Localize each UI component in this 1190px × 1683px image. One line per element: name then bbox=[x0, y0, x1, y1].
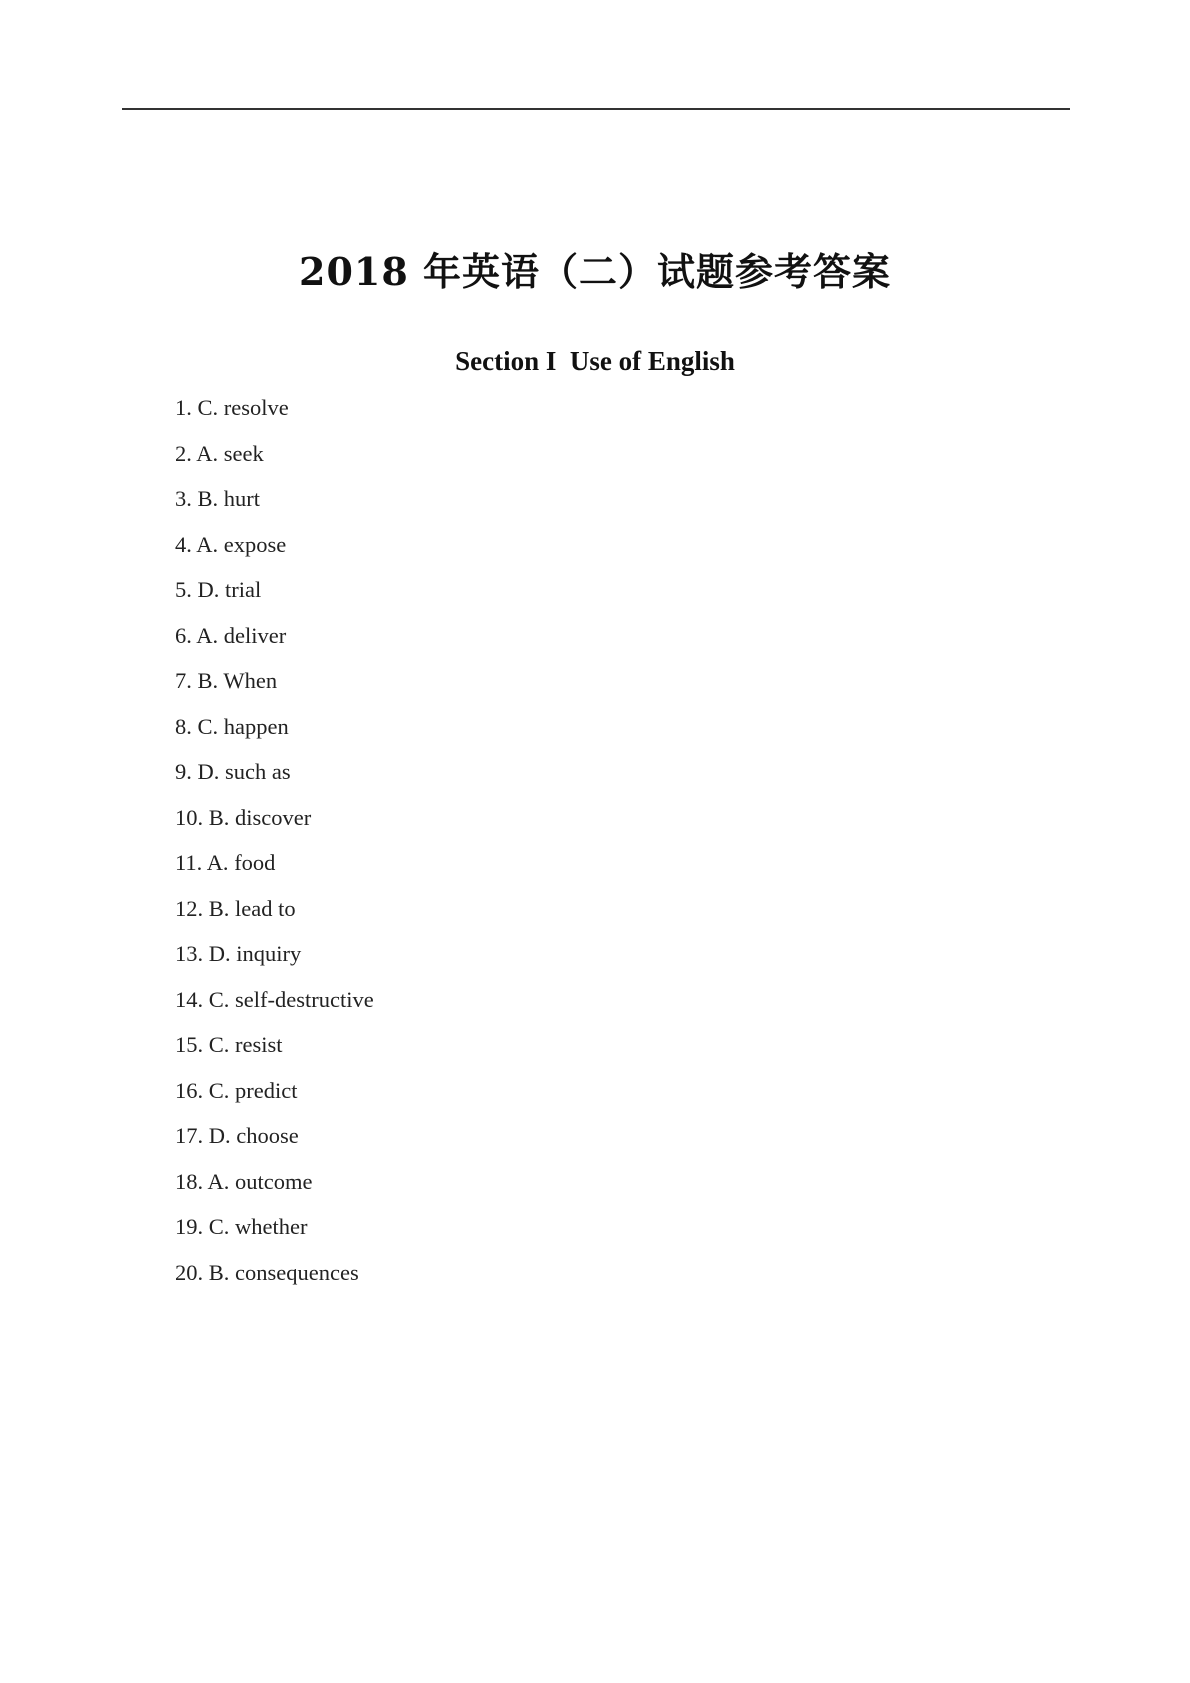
answer-option: D. bbox=[197, 759, 220, 784]
answer-number: 10. bbox=[175, 804, 204, 830]
answer-number: 11. bbox=[175, 850, 203, 875]
answer-option: B. bbox=[197, 668, 219, 693]
answer-word: resist bbox=[235, 1032, 283, 1057]
answer-item bbox=[175, 663, 374, 709]
answer-number: 6. bbox=[175, 622, 192, 648]
answer-option: B. bbox=[197, 486, 219, 511]
answer-item bbox=[175, 1209, 374, 1255]
answer-item bbox=[175, 390, 374, 436]
answer-word: whether bbox=[235, 1214, 308, 1239]
answer-item bbox=[175, 527, 374, 573]
answer-item bbox=[175, 1164, 374, 1210]
answer-number: 20. bbox=[175, 1259, 204, 1285]
answer-option: A. bbox=[196, 622, 219, 648]
answer-item bbox=[175, 754, 374, 800]
answer-number: 18. bbox=[175, 1168, 204, 1194]
answer-number: 5. bbox=[175, 577, 192, 602]
answer-word: happen bbox=[223, 713, 289, 739]
answer-number: 2. bbox=[175, 440, 192, 466]
answer-word: consequences bbox=[235, 1259, 359, 1285]
section-heading: Section I Use of English bbox=[455, 346, 735, 376]
answer-option: C. bbox=[208, 1032, 230, 1057]
answer-word: When bbox=[223, 668, 278, 693]
answer-number: 12. bbox=[175, 895, 204, 921]
answer-option: B. bbox=[208, 895, 230, 921]
header-rule bbox=[122, 108, 1070, 110]
answer-word: deliver bbox=[223, 622, 287, 648]
answer-word: self-destructive bbox=[235, 986, 374, 1012]
answer-item bbox=[175, 982, 374, 1028]
answer-option: D. bbox=[197, 577, 220, 602]
answer-option: A. bbox=[207, 1168, 230, 1194]
answer-item bbox=[175, 572, 374, 618]
answer-option: B. bbox=[208, 804, 230, 830]
answer-word: resolve bbox=[223, 395, 289, 420]
answer-word: seek bbox=[223, 440, 264, 466]
answer-item bbox=[175, 618, 374, 664]
answer-item bbox=[175, 1073, 374, 1119]
answer-word: hurt bbox=[223, 486, 261, 511]
answer-word: trial bbox=[225, 577, 262, 602]
answer-item bbox=[175, 709, 374, 755]
answer-item bbox=[175, 845, 374, 891]
answer-number: 3. bbox=[175, 486, 192, 511]
answer-word: inquiry bbox=[236, 941, 302, 966]
answer-word: predict bbox=[235, 1077, 298, 1103]
answer-number: 9. bbox=[175, 759, 192, 784]
answer-item bbox=[175, 481, 374, 527]
answer-number: 19. bbox=[175, 1214, 204, 1239]
answer-item bbox=[175, 891, 374, 937]
answer-word: such as bbox=[225, 759, 291, 784]
answer-option: C. bbox=[208, 986, 230, 1012]
answer-word: expose bbox=[223, 531, 287, 557]
answer-option: C. bbox=[197, 713, 219, 739]
answer-number: 7. bbox=[175, 668, 192, 693]
answer-number: 16. bbox=[175, 1077, 204, 1103]
answer-option: A. bbox=[196, 531, 219, 557]
answer-list bbox=[175, 390, 374, 1300]
answer-item bbox=[175, 436, 374, 482]
answer-word: discover bbox=[235, 804, 312, 830]
answer-option: C. bbox=[208, 1214, 230, 1239]
answer-option: C. bbox=[197, 395, 219, 420]
answer-number: 13. bbox=[175, 941, 204, 966]
answer-word: lead to bbox=[235, 895, 296, 921]
answer-number: 15. bbox=[175, 1032, 204, 1057]
answer-item bbox=[175, 800, 374, 846]
page-title: 2018 年英语（二）试题参考答案 bbox=[299, 249, 891, 294]
answer-item bbox=[175, 936, 374, 982]
answer-number: 4. bbox=[175, 531, 192, 557]
answer-option: A. bbox=[196, 440, 219, 466]
answer-option: C. bbox=[208, 1077, 230, 1103]
answer-number: 14. bbox=[175, 986, 204, 1012]
answer-item bbox=[175, 1255, 374, 1301]
answer-option: D. bbox=[208, 1123, 231, 1148]
answer-option: D. bbox=[208, 941, 231, 966]
answer-word: food bbox=[234, 850, 276, 875]
answer-option: B. bbox=[208, 1259, 230, 1285]
answer-item bbox=[175, 1118, 374, 1164]
answer-item bbox=[175, 1027, 374, 1073]
answer-number: 8. bbox=[175, 713, 192, 739]
answer-option: A. bbox=[206, 850, 229, 875]
answer-word: choose bbox=[236, 1123, 299, 1148]
answer-number: 1. bbox=[175, 395, 192, 420]
answer-word: outcome bbox=[235, 1168, 313, 1194]
answer-number: 17. bbox=[175, 1123, 204, 1148]
